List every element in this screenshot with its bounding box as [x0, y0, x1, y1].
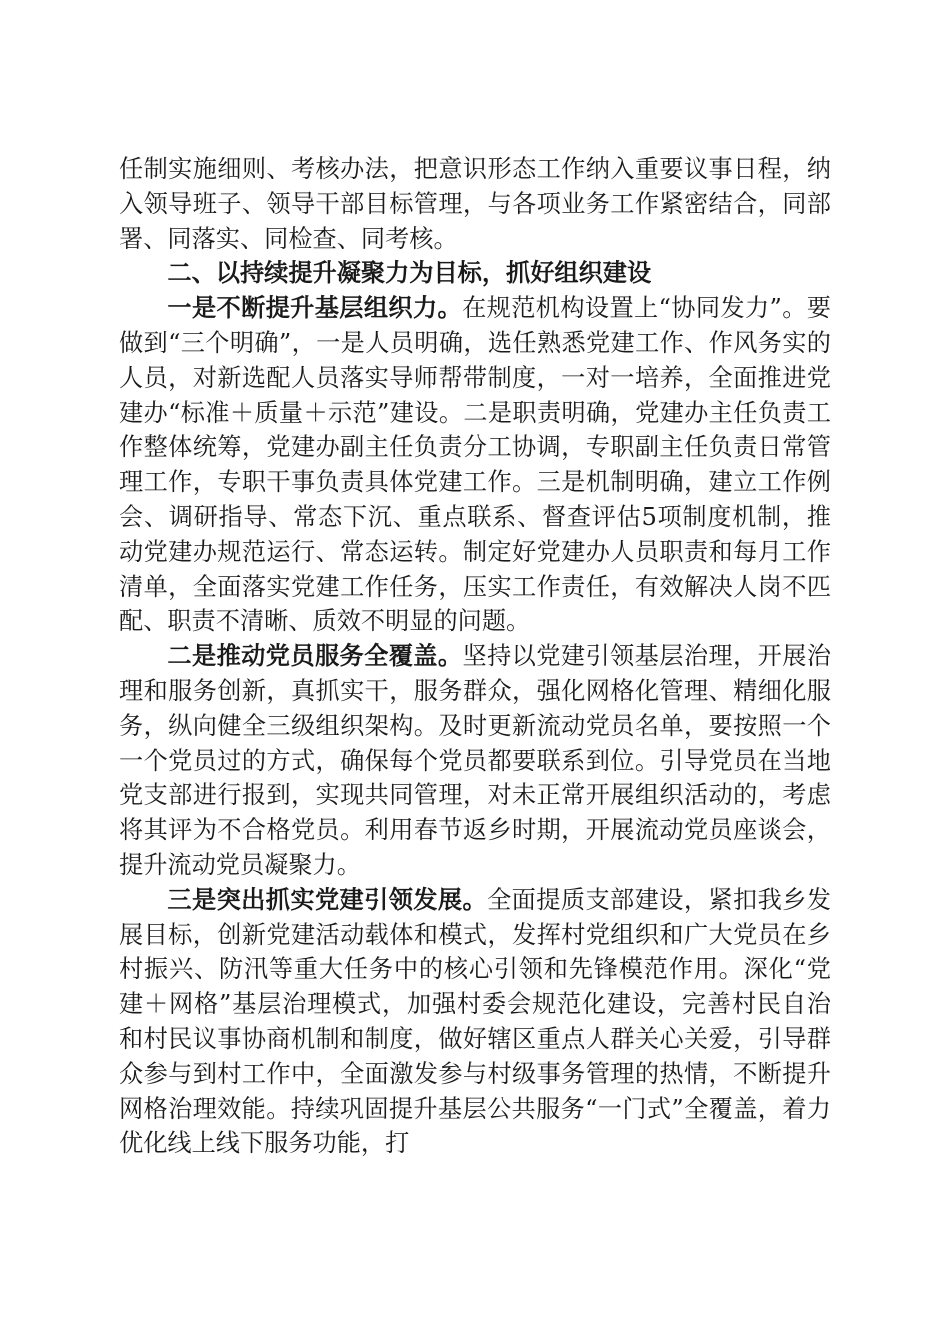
- item-body-3: 全面提质支部建设，紧扣我乡发展目标，创新党建活动载体和模式，发挥村党组织和广大党员在乡村振兴、防汛等重大任务中的核心引领和先锋模范作用。深化“党建＋网格”基层治理模式，加强村委会规范化建设，完善村民自治和村民议事协商机制和制度，做好辖区重点人群关心关爱，引导群众参与到村工作中，全面激发参与村级事务管理的热情，不断提升网格治理效能。持续巩固提升基层公共服务“一门式”全覆盖，着力优化线上线下服务功能，打: [119, 885, 831, 1158]
- item-paragraph-1: [119, 291, 831, 639]
- item-paragraph-2: [119, 639, 831, 883]
- item-lead-2: 二是推动党员服务全覆盖。: [167, 641, 463, 671]
- continued-paragraph-text: 任制实施细则、考核办法，把意识形态工作纳入重要议事日程，纳入领导班子、领导干部目标管理，与各项业务工作紧密结合，同部署、同落实、同检查、同考核。: [119, 155, 831, 253]
- section-heading: [119, 256, 831, 291]
- item-body-2: 坚持以党建引领基层治理，开展治理和服务创新，真抓实干，服务群众，强化网格化管理、精细化服务，纵向健全三级组织架构。及时更新流动党员名单，要按照一个一个党员过的方式，确保每个党员都要联系到位。引导党员在当地党支部进行报到，实现共同管理，对未正常开展组织活动的，考虑将其评为不合格党员。利用春节返乡时期，开展流动党员座谈会，提升流动党员凝聚力。: [119, 642, 831, 879]
- document-body: [119, 152, 831, 1161]
- item-lead-3: 三是突出抓实党建引领发展。: [167, 884, 488, 914]
- item-paragraph-3: [119, 883, 831, 1161]
- continued-paragraph: [119, 152, 831, 256]
- item-lead-1: 一是不断提升基层组织力。: [167, 293, 463, 323]
- section-heading-text: 二、以持续提升凝聚力为目标，抓好组织建设: [167, 258, 652, 288]
- item-body-1: 在规范机构设置上“协同发力”。要做到“三个明确”，一是人员明确，选任熟悉党建工作、作风务实的人员，对新选配人员落实导师帮带制度，一对一培养，全面推进党建办“标准＋质量＋示范”建设。二是职责明确，党建办主任负责工作整体统筹，党建办副主任负责分工协调，专职副主任负责日常管理工作，专职干事负责具体党建工作。三是机制明确，建立工作例会、调研指导、常态下沉、重点联系、督查评估5项制度机制，推动党建办规范运行、常态运转。制定好党建办人员职责和每月工作清单，全面落实党建工作任务，压实工作责任，有效解决人岗不匹配、职责不清晰、质效不明显的问题。: [119, 294, 831, 636]
